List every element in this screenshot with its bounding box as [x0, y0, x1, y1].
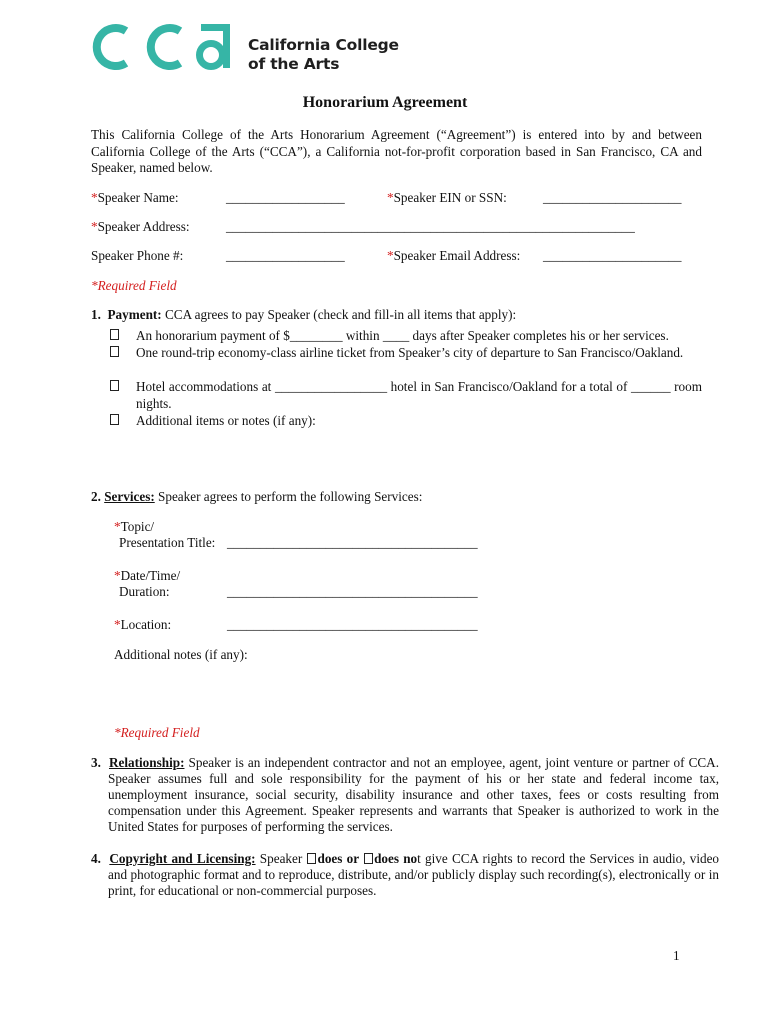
speaker-name-field[interactable]: __________________: [226, 190, 345, 205]
speaker-phone-label: Speaker Phone #:: [91, 248, 184, 263]
payment-honorarium-text: An honorarium payment of $________ within ____ days after Speaker completes his or her services.: [136, 328, 669, 343]
services-heading: 2. Services: Speaker agrees to perform the following Services:: [91, 489, 423, 504]
copyright-does-not-checkbox[interactable]: [364, 853, 373, 864]
page-title: Honorarium Agreement: [302, 94, 468, 111]
payment-additional-checkbox[interactable]: [110, 414, 119, 425]
payment-airline-checkbox[interactable]: [110, 346, 119, 357]
page-number: 1: [673, 948, 680, 963]
speaker-email-label: *Speaker Email Address:: [387, 248, 521, 263]
topic-field[interactable]: ______________________________________: [227, 535, 478, 550]
topic-label-line2: Presentation Title:: [119, 535, 216, 550]
intro-paragraph: This California College of the Arts Honorarium Agreement (“Agreement”) is entered into by and between California College of the Arts (“CCA”), a California not-for-profit corporation based in San Francisco, CA and Speaker, named below.: [91, 127, 702, 175]
speaker-name-label: *Speaker Name:: [91, 190, 179, 205]
relationship-section: 3. Relationship: Speaker is an independent contractor and not an employee, agent, joint venture or partner of CCA. Speaker assumes full and sole responsibility for the payment of his or her state and federal income tax, unemployment insurance, social security, disability insurance and other taxes, fees or costs resulting from compensation under this Agreement. Speaker represents and warrants that Speaker is authorized to work in the United States for purposes of performing the services.: [91, 755, 719, 834]
speaker-ein-label: *Speaker EIN or SSN:: [387, 190, 507, 205]
logo-line-1: California College: [248, 36, 399, 54]
cca-logo-mark: [86, 22, 236, 76]
payment-airline-text: One round-trip economy-class airline ticket from Speaker’s city of departure to San Francisco/Oakland.: [136, 345, 684, 360]
payment-hotel-checkbox[interactable]: [110, 380, 119, 391]
payment-heading: 1. Payment: CCA agrees to pay Speaker (check and fill-in all items that apply):: [91, 307, 517, 322]
required-field-note: *Required Field: [91, 278, 177, 293]
payment-hotel-text: Hotel accommodations at _________________ hotel in San Francisco/Oakland for a total of ______ room nights.: [136, 379, 702, 411]
speaker-phone-field[interactable]: __________________: [226, 248, 345, 263]
cca-logo-text: [248, 36, 399, 74]
speaker-ein-field[interactable]: _____________________: [543, 190, 682, 205]
speaker-email-field[interactable]: _____________________: [543, 248, 682, 263]
copyright-does-checkbox[interactable]: [307, 853, 316, 864]
date-label-line1: *Date/Time/: [114, 568, 181, 583]
services-required-note: *Required Field: [114, 725, 200, 740]
speaker-address-field[interactable]: ______________________________________________________________: [226, 219, 635, 234]
topic-label-line1: *Topic/: [114, 519, 155, 534]
date-field[interactable]: ______________________________________: [227, 584, 478, 599]
payment-honorarium-checkbox[interactable]: [110, 329, 119, 340]
logo-line-2: of the Arts: [248, 55, 340, 73]
location-label: *Location:: [114, 617, 172, 632]
location-field[interactable]: ______________________________________: [227, 617, 478, 632]
speaker-address-label: *Speaker Address:: [91, 219, 190, 234]
payment-additional-text: Additional items or notes (if any):: [136, 413, 316, 428]
date-label-line2: Duration:: [119, 584, 170, 599]
copyright-section: 4. Copyright and Licensing: Speaker does or does not give CCA rights to record the Services in audio, video and photographic format and to reproduce, distribute, and/or publicly display such recording(s), electronically or in print, for educational or non-commercial purposes.: [91, 851, 720, 898]
services-additional-notes: Additional notes (if any):: [114, 647, 248, 662]
